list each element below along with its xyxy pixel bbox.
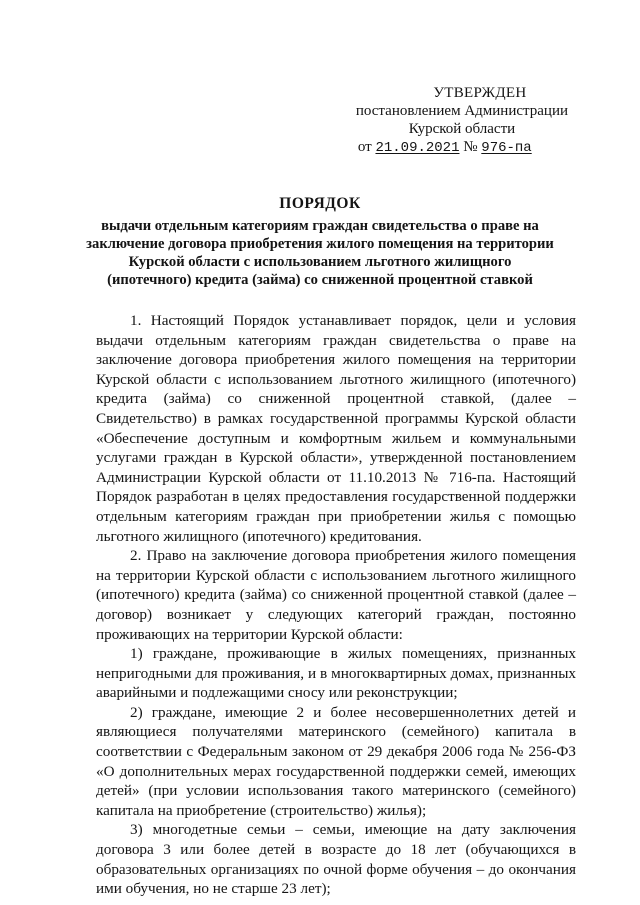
title-heading: ПОРЯДОК — [279, 195, 361, 212]
paragraph-2: 2. Право на заключение договора приобретения жилого помещения на территории Курской области с использованием льготного жилищного (ипотечного) кредита (займа) со сниженной процентной ставкой (далее – договор) возникает у следующих категорий граждан, постоянно проживающих на территории Курской области: — [96, 547, 576, 643]
approved-heading: УТВЕРЖДЕН — [433, 85, 527, 101]
document-title — [0, 195, 640, 289]
title-subtitle: выдачи отдельным категориям граждан свидетельства о праве на заключение договора приобретения жилого помещения на территории Курской области с использованием льготного жилищного (ипотечного) кредита (займа) со сниженной процентной ставкой — [86, 218, 554, 288]
approval-stamp — [356, 84, 568, 157]
decree-date: 21.09.2021 — [375, 140, 460, 156]
number-label: № — [463, 139, 478, 155]
decree-line-1: постановлением Администрации — [355, 103, 568, 119]
paragraph-1: 1. Настоящий Порядок устанавливает порядок, цели и условия выдачи отдельным категориям граждан свидетельства о праве на заключение договора приобретения жилого помещения на территории Курской области с использованием льготного жилищного (ипотечного) кредита (займа) со сниженной процентной ставкой, (далее – Свидетельство) в рамках государственной программы Курской области «Обеспечение доступным и комфортным жильем и коммунальными услугами граждан в Курской области», утвержденной постановлением Администрации Курской области от 11.10.2013 № 716-па. Настоящий Порядок разработан в целях предоставления государственной поддержки отдельным категориям граждан при приобретении жилья с помощью льготного жилищного (ипотечного) кредитования. — [96, 312, 576, 545]
list-item-1: 1) граждане, проживающие в жилых помещениях, признанных непригодными для проживания, и в многоквартирных домах, признанных аварийными и подлежащими сносу или реконструкции; — [96, 645, 576, 702]
list-item-3: 3) многодетные семьи – семьи, имеющие на дату заключения договора 3 или более детей в возрасте до 18 лет (обучающихся в образовательных организациях по очной форме обучения – до окончания ими обучения, но не старше 23 лет); — [96, 821, 576, 898]
list-item-2: 2) граждане, имеющие 2 и более несовершеннолетних детей и являющиеся получателями материнского (семейного) капитала в соответствии с Федеральным законом от 29 декабря 2006 года № 256-ФЗ «О дополнительных мерах государственной поддержки семей, имеющих детей» (при условии использования такого материнского (семейного) капитала на приобретение (строительство) жилья); — [96, 703, 576, 819]
document-body — [96, 311, 576, 899]
decree-line-2: Курской области — [408, 121, 516, 137]
from-label: от — [357, 139, 372, 155]
decree-date-number — [358, 138, 568, 157]
decree-number: 976-па — [481, 140, 532, 156]
